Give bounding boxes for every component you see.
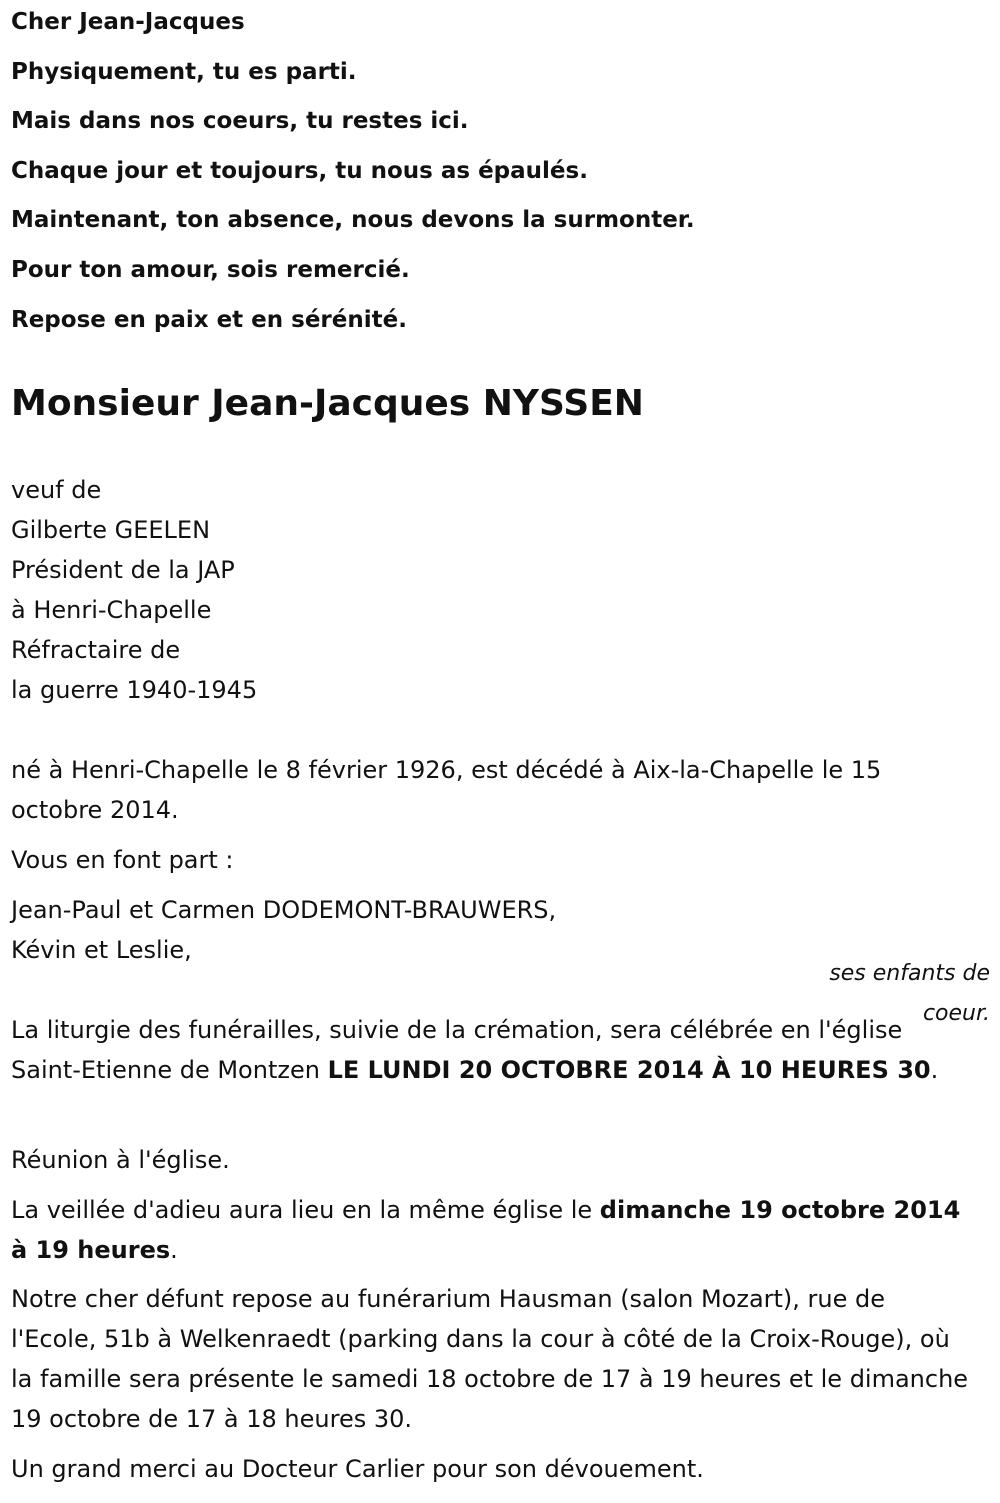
title-line: Réfractaire de xyxy=(11,636,181,664)
title-line: la guerre 1940-1945 xyxy=(11,676,258,704)
liturgy-text xyxy=(11,1010,951,1090)
meeting-block xyxy=(11,1140,230,1180)
rest-text: Notre cher défunt repose au funérarium Hausman (salon Mozart), rue de l'Ecole, 51b à Welkenraedt (parking dans la cour à côté de la Croix-Rouge), où la famille sera présente le samedi 18 octobre de 17 à 19 heures et le dimanche 19 octobre de 17 à 18 heures 30. xyxy=(11,1285,969,1433)
liturgy-post: . xyxy=(930,1056,939,1084)
titles-block xyxy=(11,470,257,710)
vigil-pre: La veillée d'adieu aura lieu en la même église le xyxy=(11,1196,600,1224)
poem-line: Pour ton amour, sois remercié. xyxy=(11,256,410,283)
announce-text: Vous en font part : xyxy=(11,846,234,874)
meeting-text: Réunion à l'église. xyxy=(11,1146,230,1174)
thanks-text: Un grand merci au Docteur Carlier pour son dévouement. xyxy=(11,1455,704,1483)
family-line: Kévin et Leslie, xyxy=(11,936,192,964)
poem-line: Physiquement, tu es parti. xyxy=(11,58,357,85)
thanks-block xyxy=(11,1449,704,1489)
title-line: Président de la JAP xyxy=(11,556,235,584)
vigil-datetime: dimanche 19 octobre 2014 à 19 heures xyxy=(11,1196,961,1264)
family-role-line: coeur. xyxy=(922,1001,990,1026)
birth-death-block xyxy=(11,750,971,830)
poem-line: Mais dans nos coeurs, tu restes ici. xyxy=(11,108,469,135)
vigil-text xyxy=(11,1190,971,1270)
poem-line: Maintenant, ton absence, nous devons la surmonter. xyxy=(11,207,695,234)
liturgy-block xyxy=(11,1010,951,1090)
title-line: à Henri-Chapelle xyxy=(11,596,212,624)
vigil-block xyxy=(11,1190,971,1270)
poem-line: Repose en paix et en sérénité. xyxy=(11,306,407,333)
announce-block xyxy=(11,840,234,880)
vigil-post: . xyxy=(170,1236,178,1264)
title-line: Gilberte GEELEN xyxy=(11,516,211,544)
poem-line: Chaque jour et toujours, tu nous as épaulés. xyxy=(11,157,588,184)
family-role-line: ses enfants de xyxy=(829,961,990,986)
birth-death-text: né à Henri-Chapelle le 8 février 1926, est décédé à Aix-la-Chapelle le 15 octobre 2014. xyxy=(11,756,882,824)
liturgy-datetime: LE LUNDI 20 OCTOBRE 2014 À 10 HEURES 30 xyxy=(327,1056,931,1084)
rest-block xyxy=(11,1279,971,1439)
poem-line: Cher Jean-Jacques xyxy=(11,9,245,35)
poem xyxy=(11,8,695,355)
family-line: Jean-Paul et Carmen DODEMONT-BRAUWERS, xyxy=(11,896,557,924)
family-block xyxy=(11,890,556,970)
title-line: veuf de xyxy=(11,476,102,504)
deceased-name: Monsieur Jean-Jacques NYSSEN xyxy=(11,383,644,424)
liturgy-pre: La liturgie des funérailles, suivie de la crémation, sera célébrée en l'église Saint-Etienne de Montzen xyxy=(11,1016,903,1084)
